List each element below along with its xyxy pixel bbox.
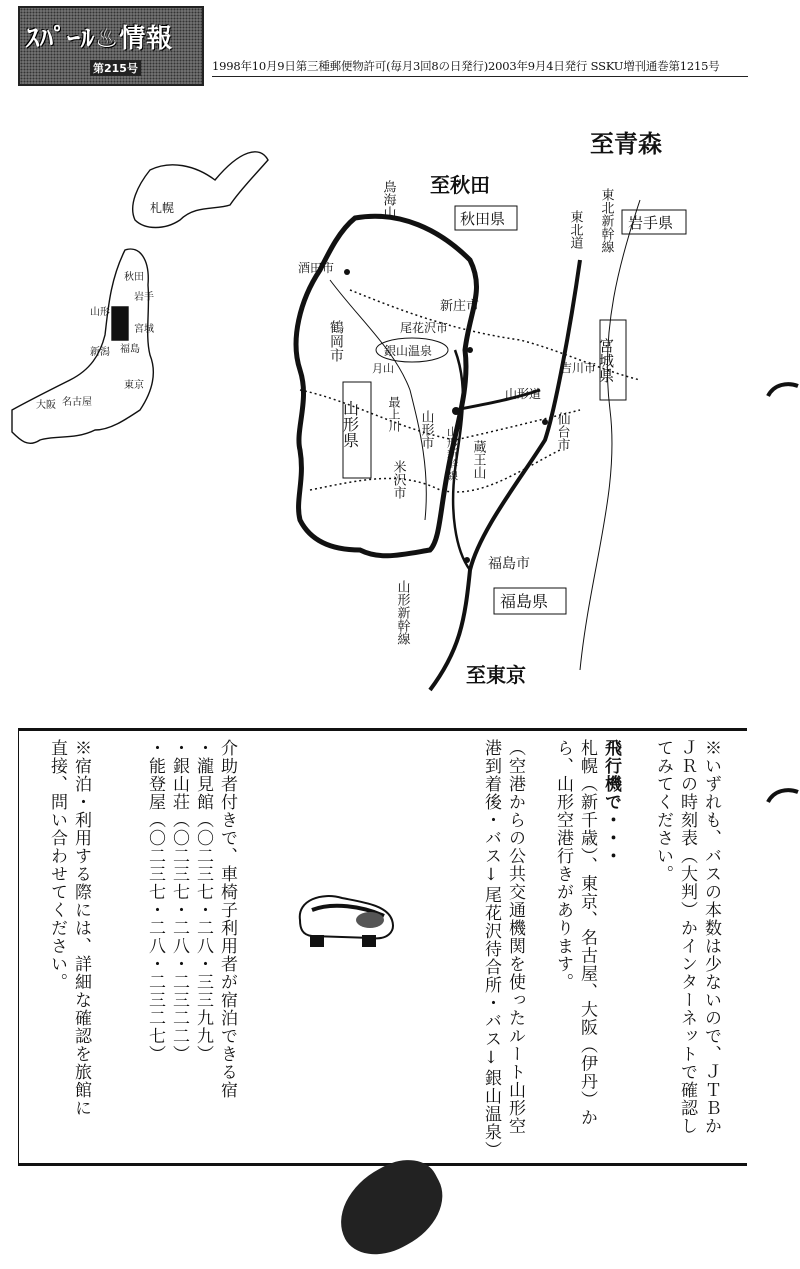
label-chokai: 鳥海山: [380, 180, 396, 219]
label-sendai: 仙台市: [554, 412, 570, 451]
label-akita-pref: 秋田県: [460, 210, 506, 228]
inset-label-akita: 秋田: [124, 272, 144, 283]
label-tsuruoka: 鶴岡市: [328, 320, 344, 362]
logo-subtitle: 第215号: [90, 60, 141, 76]
inn-notoya: ・能登屋（〇二三七・二八・二三二七）: [145, 739, 165, 1063]
inset-label-sapporo: 札幌: [150, 201, 175, 215]
inset-label-nagoya: 名古屋: [62, 397, 92, 408]
label-yoshikawa: 吉川市: [560, 361, 597, 375]
label-tohoku-road: 東北道: [567, 210, 583, 249]
sakata-dot: [344, 269, 350, 275]
plane-origins-1: 札幌（新千歳）、東京、名古屋、大阪（伊丹）か: [577, 739, 597, 1127]
inset-label-iwate: 岩手: [134, 292, 154, 303]
map-drawing: [0, 110, 800, 720]
label-fukushima-city: 福島市: [488, 556, 530, 572]
contact-note-1: ※宿泊・利用する際には、詳細な確認を旅館に: [71, 739, 91, 1117]
inset-label-niigata: 新潟: [90, 347, 110, 358]
logo-title: ｽﾊﾟｰﾙ♨情報: [26, 24, 174, 54]
label-yonezawa: 米沢市: [390, 460, 406, 499]
label-ginzan: 銀山温泉: [384, 344, 433, 358]
inset-label-miyagi: 宮城: [134, 324, 154, 335]
label-fukushima-pref: 福島県: [500, 592, 549, 611]
mountain-ridge-east: [580, 200, 640, 670]
yamagata-dot: [452, 407, 460, 415]
contact-note-2: 直接、問い合わせてください。: [47, 739, 67, 991]
route-map: [0, 110, 800, 720]
label-shinjo: 新庄市: [440, 299, 480, 314]
page-edge-mark-lower: [764, 786, 800, 804]
publication-logo: [18, 6, 204, 86]
page-edge-mark-upper: [764, 380, 800, 398]
note-bus-schedule-1: ※いずれも、バスの本数は少ないので、ＪＴＢか: [701, 739, 721, 1135]
label-yamagata-pref: 山形県: [340, 400, 360, 448]
label-miyagi-pref: 宮城県: [597, 338, 615, 383]
label-yamagata-road: 山形道: [505, 387, 542, 401]
sendai-dot: [542, 419, 548, 425]
inn-takimikan: ・瀧見館（〇二三七・二八・三三九九）: [193, 739, 213, 1063]
label-yamagata-city: 山形市: [418, 410, 434, 449]
label-gassan: 月山: [372, 362, 394, 375]
ginzan-dot: [467, 347, 473, 353]
header-rule: [212, 76, 748, 77]
inn-ginzanso: ・銀山荘（〇二三七・二八・二三二二）: [169, 739, 189, 1063]
label-yamagata-shinkansen-south: 山形新幹線: [394, 580, 410, 645]
label-mogami-river: 最上川: [387, 396, 401, 432]
inset-label-tokyo: 東京: [124, 380, 144, 391]
plane-origins-2: ら、山形空港行きがあります。: [553, 739, 573, 991]
inset-label-osaka: 大阪: [36, 400, 56, 411]
plane-route-1: （空港からの公共交通機関を使ったルート山形空: [505, 739, 525, 1135]
note-bus-schedule-3: てみてください。: [653, 739, 673, 883]
label-to-aomori: 至青森: [590, 130, 662, 158]
heading-by-plane: 飛行機で・・・: [601, 739, 621, 865]
label-yamagata-shinkansen: 山形新幹線: [445, 426, 459, 481]
plane-route-2: 港到着後・バス↓尾花沢待合所・バス↓銀山温泉）: [481, 739, 501, 1159]
note-bus-schedule-2: ＪＲの時刻表（大判）かインターネットで確認し: [677, 739, 697, 1135]
label-to-akita: 至秋田: [430, 173, 490, 197]
accessible-inns-heading: 介助者付きで、車椅子利用者が宿泊できる宿: [217, 739, 237, 1099]
publication-line: 1998年10月9日第三種郵便物許可(毎月3回8の日発行)2003年9月4日発行 SSKU増刊通巻第1215号: [212, 59, 720, 73]
inset-label-fukushima: 福島: [120, 344, 140, 355]
label-tohoku-shinkansen: 東北新幹線: [598, 188, 614, 253]
label-zao: 蔵王山: [470, 440, 486, 479]
label-sakata: 酒田市: [298, 261, 335, 275]
geta-clog-illustration: [292, 880, 402, 950]
fukushima-dot: [464, 557, 470, 563]
label-obanazawa: 尾花沢市: [400, 321, 449, 335]
label-iwate-pref: 岩手県: [628, 214, 674, 232]
label-to-tokyo: 至東京: [466, 663, 526, 687]
inset-label-yamagata: 山形: [90, 307, 110, 318]
